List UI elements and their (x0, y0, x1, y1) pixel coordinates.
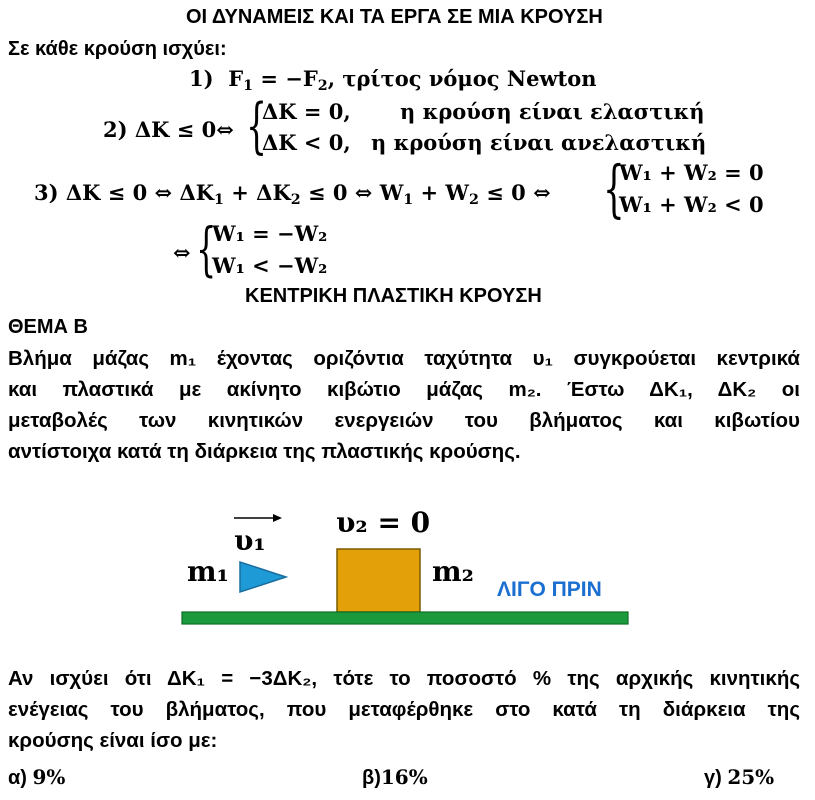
law-4-case2: W₁ < −W₂ (212, 253, 328, 278)
law-3-sub-1: 1 (214, 191, 224, 208)
law-3-sub-3: 1 (403, 191, 414, 208)
law-3-brace: { (603, 152, 625, 225)
velocity-label: υ₁ (234, 524, 266, 557)
box-velocity-label: υ₂ = 0 (336, 506, 431, 539)
law-2-case1-eq: ΔK = 0, (262, 99, 351, 124)
section-subtitle: ΚΕΝΤΡΙΚΗ ΠΛΑΣΤΙΚΗ ΚΡΟΥΣΗ (245, 285, 542, 307)
problem-line: και πλαστικά με ακίνητο κιβώτιο μάζας m₂. Έστω ΔΚ₁, ΔΚ₂ οι (8, 378, 800, 401)
law-3-case1: W₁ + W₂ = 0 (619, 160, 764, 185)
law-2-case2-text: η κρούση είναι ανελαστική (371, 130, 707, 155)
law-4-case1: W₁ = −W₂ (212, 221, 328, 246)
question-line: ενέγειας του βλήματος, που μεταφέρθηκε στο κατά τη διάρκεια της (8, 698, 800, 721)
mass1-label: m₁ (187, 555, 229, 588)
bullet (240, 562, 286, 592)
problem-paragraph (8, 343, 800, 467)
option-a-label: α) (8, 767, 33, 789)
option-c-value: 25% (727, 765, 775, 789)
problem-line: αντίστοιχα κατά τη διάρκεια της πλαστικής κρούσης. (8, 440, 521, 463)
law-2-case2-eq: ΔK < 0, (262, 130, 351, 155)
velocity-arrow (234, 514, 282, 522)
option-a-value: 9% (32, 765, 66, 789)
law-3-sub-2: 2 (290, 191, 301, 208)
intro-text: Σε κάθε κρούση ισχύει: (8, 38, 227, 60)
problem-line: Βλήμα μάζας m₁ έχοντας οριζόντια ταχύτητα υ₁ συγκρούεται κεντρικά (8, 347, 800, 370)
option-c-label: γ) (704, 767, 728, 789)
law-2-prefix: 2) ΔK ≤ 0⇔ (103, 117, 234, 142)
box (337, 549, 420, 612)
section-heading: ΘΕΜΑ Β (8, 316, 88, 338)
law-4-prefix: ⇔ (173, 240, 191, 265)
law-3-text-e: ≤ 0 ⇔ (478, 180, 551, 205)
page-title: ΟΙ ΔΥΝΑΜΕΙΣ ΚΑΙ ΤΑ ΕΡΓΑ ΣΕ ΜΙΑ ΚΡΟΥΣΗ (186, 6, 603, 28)
law-3-sub-4: 2 (469, 191, 479, 208)
law-3-text-b: + ΔK (223, 180, 291, 205)
problem-line: μεταβολές των κινητικών ενεργειών του βλήματος και κιβωτίου (8, 409, 800, 432)
option-b (362, 765, 428, 790)
law-3-text-d: + W (413, 180, 470, 205)
law-1-f1: F (228, 66, 244, 91)
option-b-value: 16% (380, 765, 428, 789)
law-4-brace: { (196, 215, 217, 283)
law-1-number: 1) (189, 66, 214, 91)
mass2-label: m₂ (432, 555, 474, 588)
question-paragraph (8, 663, 800, 756)
option-a (8, 765, 65, 790)
law-2-case1-text: η κρούση είναι ελαστική (400, 99, 705, 124)
figure-caption: ΛΙΓΟ ΠΡΙΝ (497, 578, 602, 601)
law-1-f2-sub: 2 (317, 77, 328, 94)
law-1-f1-sub: 1 (243, 77, 254, 94)
question-line: Αν ισχύει ότι ΔΚ₁ = −3ΔΚ₂, τότε το ποσοστό % της αρχικής κινητικής (8, 667, 800, 690)
option-b-label: β) (362, 767, 381, 789)
law-1-text: , τρίτος νόμος Newton (327, 66, 597, 91)
option-c (704, 765, 774, 790)
law-2-brace: { (246, 91, 268, 161)
law-3-text-c: ≤ 0 ⇔ W (300, 180, 404, 205)
question-line: κρούσης είναι ίσο με: (8, 729, 218, 752)
floor (182, 612, 628, 624)
law-3-case2: W₁ + W₂ < 0 (619, 192, 764, 217)
law-1-eq: = −F (253, 66, 318, 91)
law-1 (189, 66, 597, 94)
law-3-prefix (34, 180, 551, 208)
law-3-text-a: 3) ΔK ≤ 0 ⇔ ΔK (34, 180, 214, 205)
